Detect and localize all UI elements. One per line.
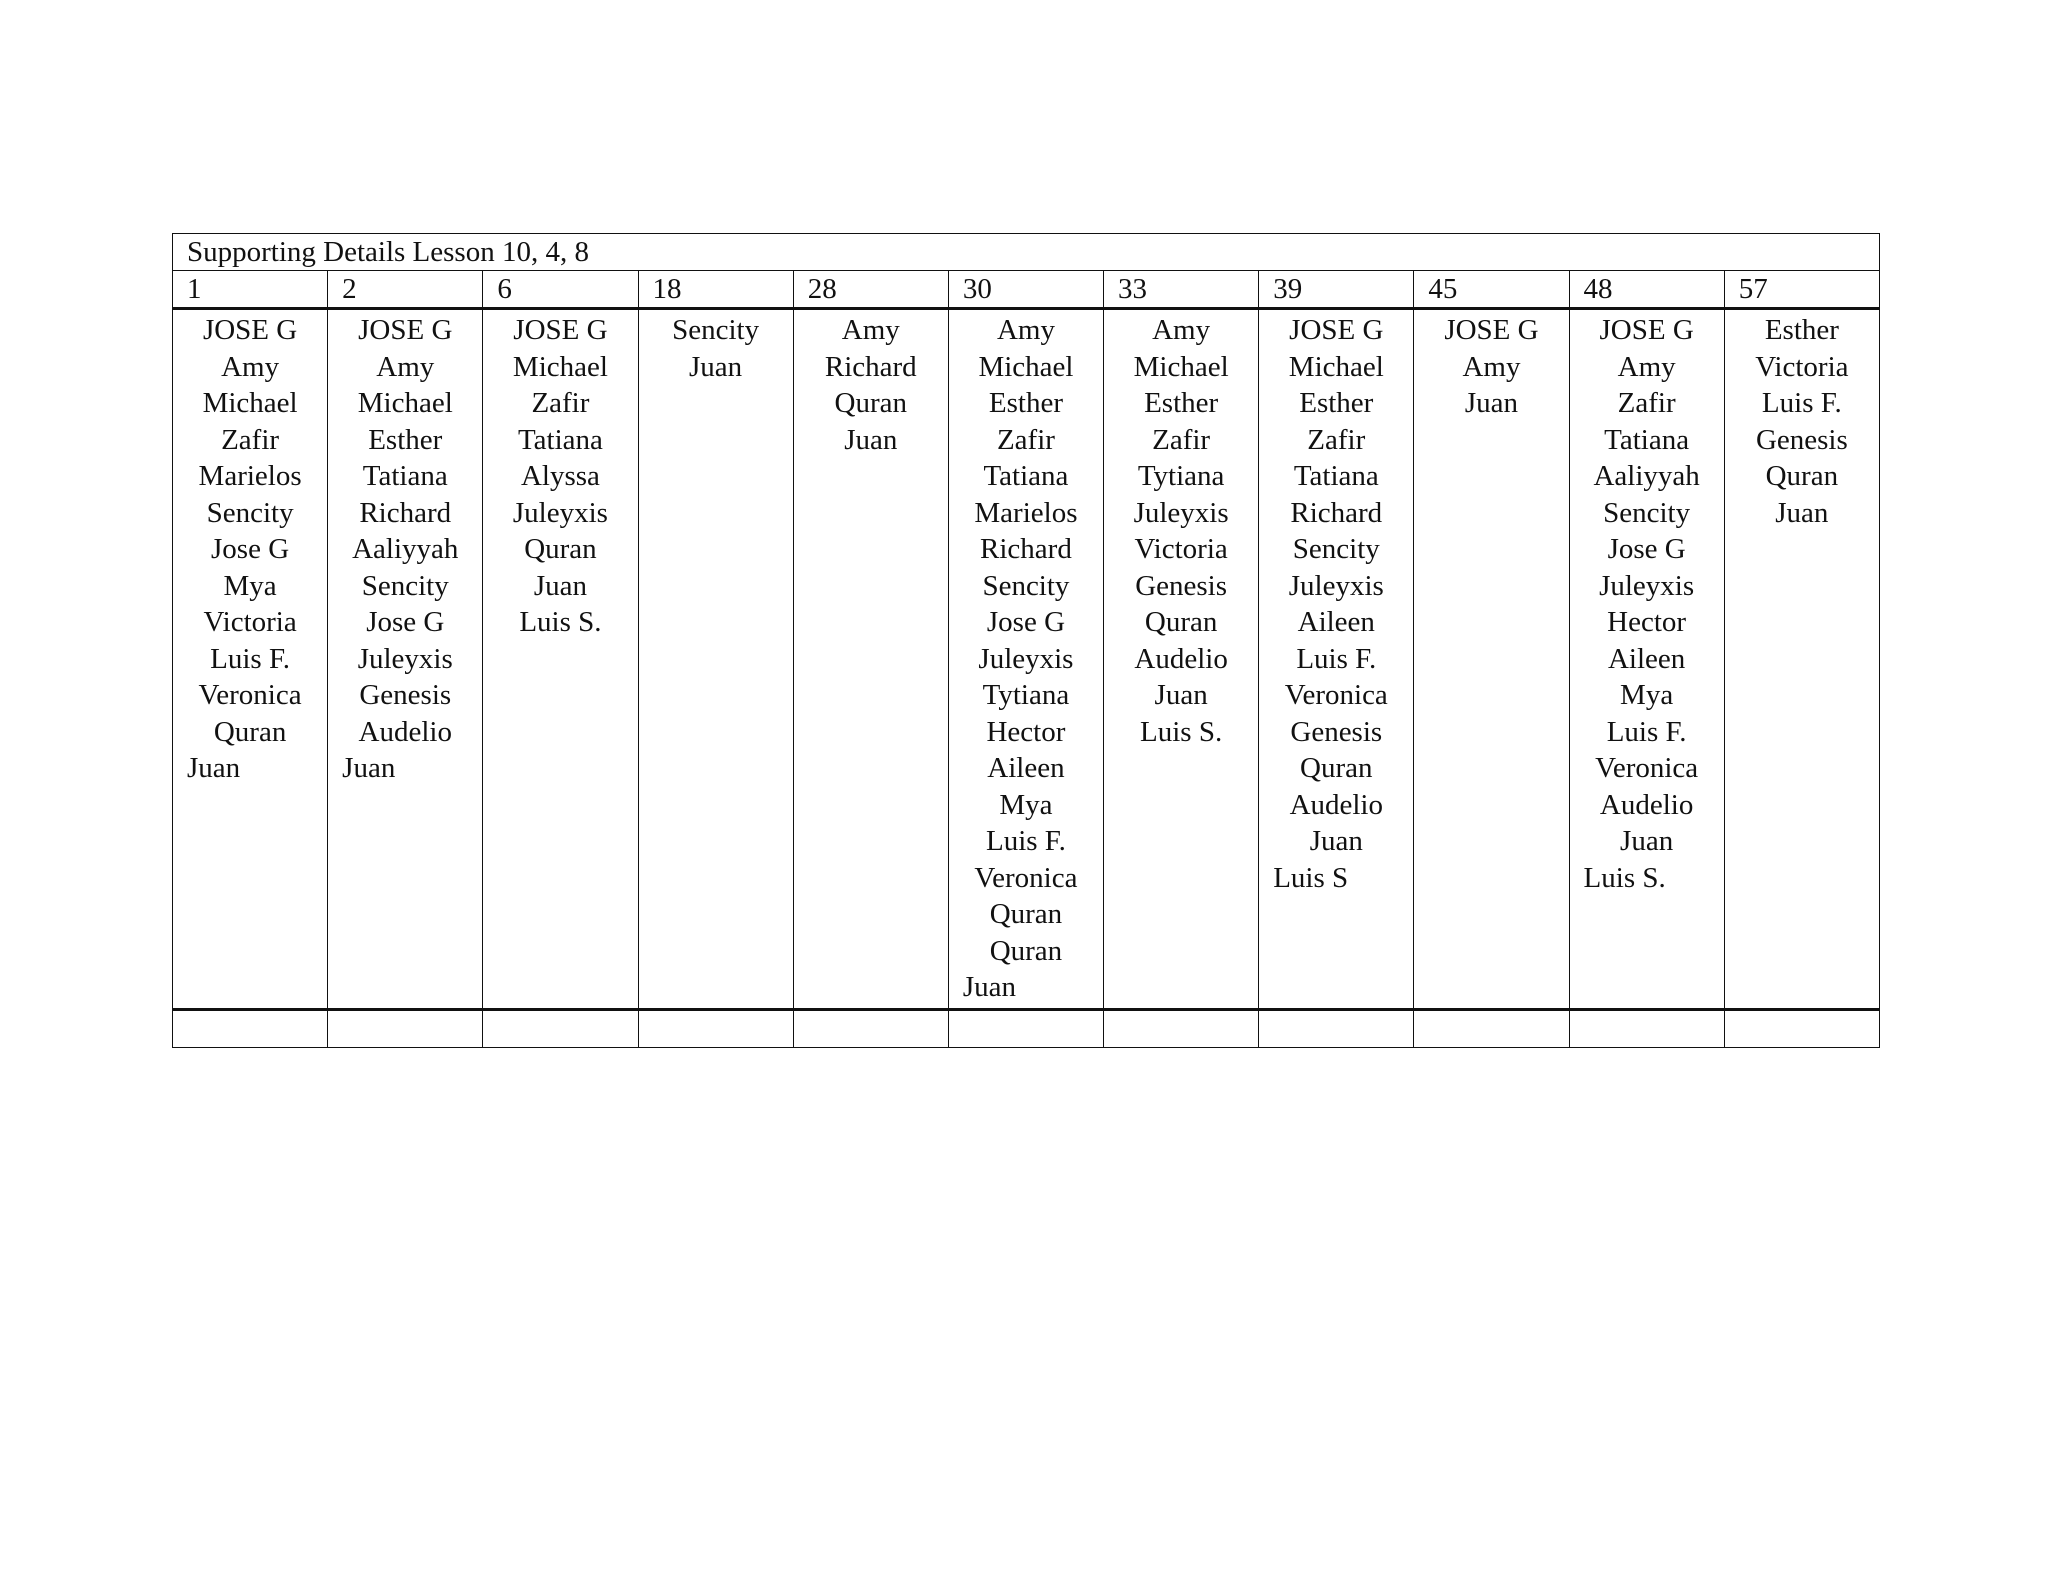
student-name: Tatiana xyxy=(517,423,603,456)
column-number-row xyxy=(173,271,1880,309)
student-name: Mya xyxy=(223,569,277,602)
column-number: 6 xyxy=(483,271,638,309)
names-cell xyxy=(173,309,328,1010)
student-name: Juan xyxy=(844,423,898,456)
student-name: Veronica xyxy=(974,861,1078,894)
student-name: Richard xyxy=(1290,496,1383,529)
student-name: Zafir xyxy=(996,423,1055,456)
student-name: Quran xyxy=(213,715,287,748)
student-name: Juleyxis xyxy=(1288,569,1384,602)
names-cell xyxy=(328,309,483,1010)
student-name: Zafir xyxy=(1307,423,1366,456)
student-name: Veronica xyxy=(198,679,302,711)
names-cell xyxy=(948,309,1103,1010)
student-name: Veronica xyxy=(1595,752,1699,784)
student-name: Tatiana xyxy=(362,460,448,492)
student-name: Sencity xyxy=(672,314,760,346)
student-name: Amy xyxy=(1617,350,1676,383)
student-name: Michael xyxy=(978,350,1074,383)
student-name: Luis S xyxy=(1273,861,1349,894)
student-name: Richard xyxy=(359,496,452,529)
names-cell xyxy=(483,309,638,1010)
student-name: Audelio xyxy=(358,715,452,748)
student-name: Mya xyxy=(999,788,1053,821)
student-name: Luis F. xyxy=(1606,715,1687,748)
student-name: Mya xyxy=(1620,679,1674,711)
student-name: Luis F. xyxy=(210,642,291,675)
student-name: Jose G xyxy=(986,606,1066,638)
student-name: Alyssa xyxy=(520,460,600,492)
empty-cell xyxy=(1414,1010,1569,1048)
student-name: Quran xyxy=(1765,460,1839,492)
student-name: Juan xyxy=(533,569,588,602)
student-name: Hector xyxy=(1607,606,1687,638)
student-name: Jose G xyxy=(211,533,290,565)
student-name: Juan xyxy=(1154,679,1208,711)
student-name: Aileen xyxy=(987,752,1065,784)
student-name: Luis F. xyxy=(1761,387,1842,419)
student-name: Quran xyxy=(989,934,1063,967)
column-number: 39 xyxy=(1259,271,1414,309)
student-name: JOSE G xyxy=(358,314,453,346)
empty-cell xyxy=(173,1010,328,1048)
student-name: Juan xyxy=(342,752,396,784)
empty-cell xyxy=(1724,1010,1879,1048)
student-name: Esther xyxy=(1299,387,1374,419)
student-name: Juleyxis xyxy=(1133,496,1229,529)
student-name: Audelio xyxy=(1599,788,1694,821)
student-name: Jose G xyxy=(366,606,445,638)
student-name: Genesis xyxy=(359,679,452,711)
student-name: JOSE G xyxy=(513,314,608,346)
student-name: Genesis xyxy=(1290,715,1383,748)
student-name: Juan xyxy=(1620,825,1674,857)
student-name: Amy xyxy=(221,350,280,383)
student-name: Amy xyxy=(1152,314,1211,346)
student-name: Sencity xyxy=(1603,496,1691,529)
student-name: Luis S. xyxy=(1140,715,1223,748)
student-name: Tatiana xyxy=(1293,460,1379,492)
student-name: Jose G xyxy=(1607,533,1686,565)
student-name: Genesis xyxy=(1135,569,1228,602)
names-row xyxy=(173,309,1880,1010)
student-name: Luis F. xyxy=(986,825,1066,857)
student-name: Luis F. xyxy=(1296,642,1377,675)
student-name: Juan xyxy=(1464,387,1519,419)
student-name: Zafir xyxy=(531,387,590,419)
empty-cell xyxy=(948,1010,1103,1048)
student-name: Juan xyxy=(1309,825,1363,857)
student-name: JOSE G xyxy=(202,314,298,346)
student-name: Audelio xyxy=(1134,642,1228,675)
student-name: Victoria xyxy=(203,606,297,638)
student-name: Quran xyxy=(1300,752,1373,784)
student-name: Sencity xyxy=(1292,533,1380,565)
student-name: Michael xyxy=(512,350,608,383)
student-name: Michael xyxy=(357,387,453,419)
student-name: Juleyxis xyxy=(1599,569,1695,602)
student-name: Aileen xyxy=(1607,642,1686,675)
column-number: 28 xyxy=(793,271,948,309)
empty-footer-row xyxy=(173,1010,1880,1048)
student-name: Quran xyxy=(834,387,908,419)
student-name: Michael xyxy=(1288,350,1384,383)
roster-table xyxy=(172,233,1880,1048)
student-name: Aaliyyah xyxy=(352,533,459,565)
student-name: Aaliyyah xyxy=(1593,460,1700,492)
student-name: Luis S. xyxy=(519,606,602,638)
student-name: Tatiana xyxy=(983,460,1069,492)
student-name: Esther xyxy=(368,423,443,456)
student-name: Audelio xyxy=(1289,788,1383,821)
title-row xyxy=(173,234,1880,271)
student-name: Juleyxis xyxy=(512,496,608,529)
names-cell xyxy=(1724,309,1879,1010)
student-name: Aileen xyxy=(1297,606,1375,638)
names-cell xyxy=(1414,309,1569,1010)
student-name: Amy xyxy=(1462,350,1521,383)
student-name: Juan xyxy=(187,752,241,784)
student-name: Esther xyxy=(1764,314,1839,346)
student-name: Juleyxis xyxy=(357,642,453,675)
empty-cell xyxy=(328,1010,483,1048)
empty-cell xyxy=(1259,1010,1414,1048)
student-name: Zafir xyxy=(1617,387,1676,419)
names-cell xyxy=(793,309,948,1010)
student-name: Juan xyxy=(689,350,743,383)
student-name: Luis S. xyxy=(1583,861,1666,894)
empty-cell xyxy=(793,1010,948,1048)
student-name: Quran xyxy=(524,533,597,565)
student-name: Esther xyxy=(1144,387,1219,419)
student-name: Marielos xyxy=(198,460,302,492)
student-name: Michael xyxy=(202,387,298,419)
student-name: Juleyxis xyxy=(978,642,1074,675)
empty-cell xyxy=(1569,1010,1724,1048)
student-name: Marielos xyxy=(974,496,1078,529)
student-name: Zafir xyxy=(1152,423,1211,456)
student-name: Richard xyxy=(824,350,917,383)
student-name: Veronica xyxy=(1284,679,1388,711)
student-name: Amy xyxy=(841,314,900,346)
student-name: Tytiana xyxy=(1137,460,1225,492)
student-name: JOSE G xyxy=(1599,314,1694,346)
student-name: Sencity xyxy=(982,569,1070,602)
student-name: Tatiana xyxy=(1604,423,1690,456)
names-cell xyxy=(638,309,793,1010)
student-name: Quran xyxy=(989,898,1063,930)
names-cell xyxy=(1259,309,1414,1010)
empty-cell xyxy=(483,1010,638,1048)
student-name: Sencity xyxy=(206,496,294,529)
student-name: Amy xyxy=(996,314,1055,346)
names-cell xyxy=(1569,309,1724,1010)
column-number: 45 xyxy=(1414,271,1569,309)
names-cell xyxy=(1104,309,1259,1010)
column-number: 30 xyxy=(948,271,1103,309)
student-name: Esther xyxy=(988,387,1063,419)
student-name: Richard xyxy=(980,533,1072,565)
student-name: Amy xyxy=(376,350,435,383)
student-name: Victoria xyxy=(1755,350,1849,383)
student-name: JOSE G xyxy=(1444,314,1539,346)
student-name: Hector xyxy=(986,715,1066,748)
table-title: Supporting Details Lesson 10, 4, 8 xyxy=(173,234,1880,271)
column-number: 18 xyxy=(638,271,793,309)
column-number: 1 xyxy=(173,271,328,309)
column-number: 2 xyxy=(328,271,483,309)
student-name: Zafir xyxy=(221,423,280,456)
student-name: Genesis xyxy=(1755,423,1848,456)
empty-cell xyxy=(638,1010,793,1048)
column-number: 33 xyxy=(1104,271,1259,309)
student-name: Michael xyxy=(1133,350,1229,383)
column-number: 57 xyxy=(1724,271,1879,309)
student-name: JOSE G xyxy=(1289,314,1384,346)
empty-cell xyxy=(1104,1010,1259,1048)
student-name: Quran xyxy=(1144,606,1218,638)
student-name: Juan xyxy=(962,971,1017,1003)
column-number: 48 xyxy=(1569,271,1724,309)
student-name: Sencity xyxy=(361,569,449,602)
student-name: Victoria xyxy=(1134,533,1228,565)
student-name: Juan xyxy=(1775,496,1829,529)
student-name: Tytiana xyxy=(982,679,1070,711)
